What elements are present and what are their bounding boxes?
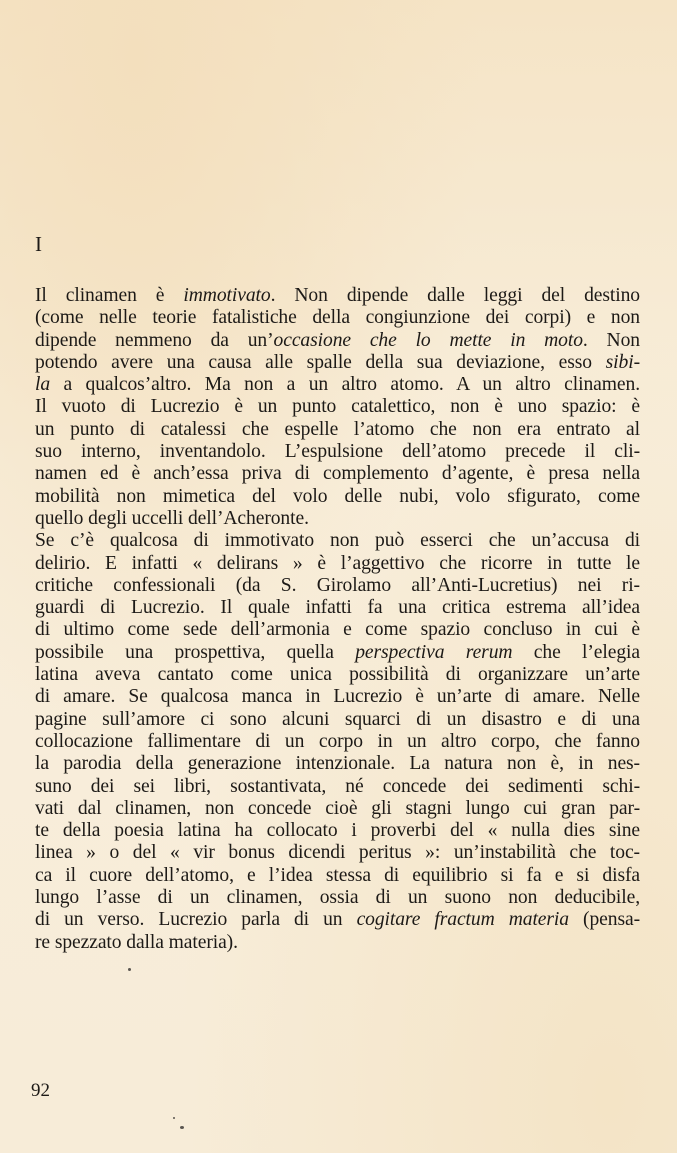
text-line <box>35 486 640 508</box>
text-line <box>35 709 640 731</box>
text-line <box>35 865 640 887</box>
text-line <box>35 642 640 664</box>
text-line <box>35 619 640 641</box>
text-line <box>35 508 640 530</box>
text-line <box>35 530 640 552</box>
paper-speck <box>173 1117 175 1119</box>
text-run: potendo avere una causa alle spalle della sua deviazione, esso <box>35 351 606 373</box>
text-run: guardi di Lucrezio. Il quale infatti fa una critica estrema all’idea <box>35 597 640 619</box>
text-run: (pensa- <box>568 909 641 931</box>
text-run: re spezzato dalla materia). <box>35 931 238 953</box>
text-run: possibile una prospettiva, quella <box>35 641 356 663</box>
text-line <box>35 776 640 798</box>
text-line <box>35 753 640 775</box>
text-run: . Non <box>582 329 640 351</box>
text-line <box>35 887 640 909</box>
page-number: 92 <box>31 1080 50 1101</box>
text-line <box>35 285 640 307</box>
text-run: quello degli uccelli dell’Acheronte. <box>35 507 309 529</box>
italic-run: la <box>35 374 51 396</box>
text-line <box>35 686 640 708</box>
text-line <box>35 553 640 575</box>
body-text <box>35 285 640 954</box>
text-run: namen ed è anch’essa priva di complemento d’agente, è presa nella <box>35 463 640 485</box>
italic-run: immotivato <box>183 285 271 306</box>
text-line <box>35 909 640 931</box>
text-run: dipende nemmeno da un’ <box>35 329 274 351</box>
text-line <box>35 441 640 463</box>
text-run: mobilità non mimetica del volo delle nubi, volo sfigurato, come <box>35 485 640 507</box>
text-run: critiche confessionali (da S. Girolamo all’Anti-Lucretius) nei ri- <box>35 574 640 596</box>
text-run: vati dal clinamen, non concede cioè gli stagni lungo cui gran par- <box>35 797 640 819</box>
text-line <box>35 575 640 597</box>
text-line <box>35 352 640 374</box>
text-run: suno dei sei libri, sostantivata, né concede dei sedimenti schi- <box>35 775 640 797</box>
text-run: Se c’è qualcosa di immotivato non può esserci che un’accusa di <box>35 530 640 552</box>
paper-speck <box>180 1126 184 1129</box>
text-run: ca il cuore dell’atomo, e l’idea stessa di equilibrio si fa e si disfa <box>35 864 640 886</box>
text-run: che l’elegia <box>512 641 640 663</box>
text-run: di amare. Se qualcosa manca in Lucrezio è un’arte di amare. Nelle <box>35 686 640 708</box>
text-line <box>35 374 640 396</box>
text-line <box>35 664 640 686</box>
text-run: Il vuoto di Lucrezio è un punto catalettico, non è uno spazio: è <box>35 396 640 418</box>
text-run: di un verso. Lucrezio parla di un <box>35 909 357 931</box>
text-run: (come nelle teorie fatalistiche della congiunzione dei corpi) e non <box>35 307 640 329</box>
italic-run: cogitare fractum materia <box>356 909 569 931</box>
italic-run: occasione che lo mette in moto <box>273 329 583 351</box>
italic-run: sibi- <box>605 351 640 373</box>
text-run: di ultimo come sede dell’armonia e come spazio concluso in cui è <box>35 619 640 641</box>
text-line <box>35 419 640 441</box>
italic-run: perspectiva rerum <box>355 641 513 663</box>
text-run: . Non dipende dalle leggi del destino <box>270 285 640 306</box>
text-line <box>35 330 640 352</box>
text-run: latina aveva cantato come unica possibilità di organizzare un’arte <box>35 664 640 686</box>
text-line <box>35 463 640 485</box>
text-line <box>35 820 640 842</box>
text-line <box>35 842 640 864</box>
text-run: lungo l’asse di un clinamen, ossia di un suono non deducibile, <box>35 887 640 909</box>
text-line <box>35 396 640 418</box>
text-line <box>35 731 640 753</box>
text-line <box>35 932 640 954</box>
text-run: la parodia della generazione intenzionale. La natura non è, in nes- <box>35 753 640 775</box>
paper-speck <box>128 968 131 971</box>
chapter-number: I <box>35 232 42 256</box>
text-run: a qualcos’altro. Ma non a un altro atomo. A un altro clinamen. <box>50 374 640 396</box>
text-line <box>35 597 640 619</box>
text-run: pagine sull’amore ci sono alcuni squarci di un disastro e di una <box>35 708 640 730</box>
text-run: collocazione fallimentare di un corpo in un altro corpo, che fanno <box>35 730 640 752</box>
text-run: un punto di catalessi che espelle l’atomo che non era entrato al <box>35 418 640 440</box>
text-run: te della poesia latina ha collocato i proverbi del « nulla dies sine <box>35 820 640 842</box>
text-run: Il clinamen è <box>35 285 184 306</box>
text-run: linea » o del « vir bonus dicendi peritus »: un’instabilità che toc- <box>35 842 640 864</box>
text-line <box>35 798 640 820</box>
text-line <box>35 307 640 329</box>
text-run: suo interno, inventandolo. L’espulsione dell’atomo precede il cli- <box>35 441 640 463</box>
text-run: delirio. E infatti « delirans » è l’aggettivo che ricorre in tutte le <box>35 552 640 574</box>
